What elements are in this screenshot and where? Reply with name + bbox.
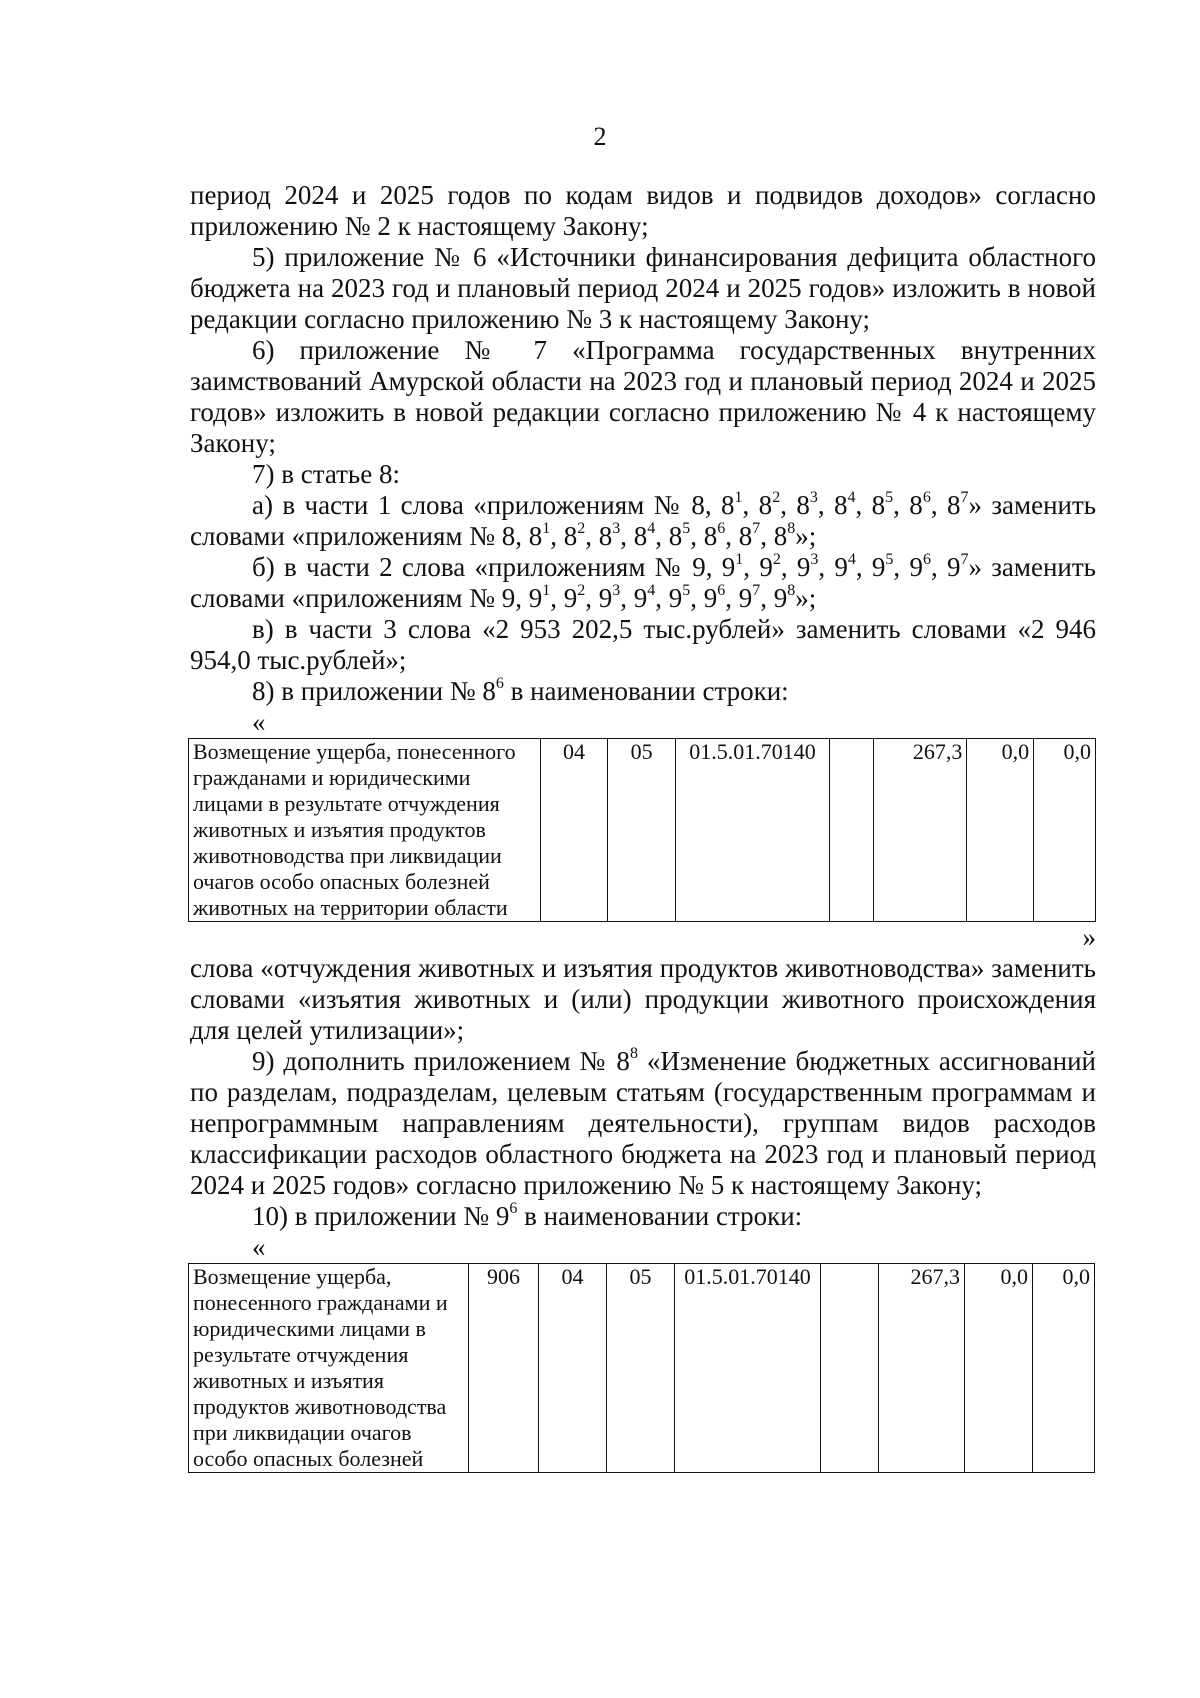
paragraph: 10) в приложении № $9^6$ в наименовании строки: [252, 1200, 803, 1231]
row-name: Возмещение ущерба, понесенного гражданами и юридическими лицами в результате отчуждения животных и изъятия продуктов животноводства при ликвидации очагов особо опасных болезней животных на территории области [189, 739, 541, 922]
section-code: 04 [540, 739, 608, 922]
budget-row-table [188, 1263, 1095, 1473]
open-quote: « [252, 707, 266, 737]
open-quote: « [252, 1232, 266, 1262]
superscript: 1 [734, 489, 743, 506]
paragraph: б) в части 2 слова «приложениям № 9, $9^1$, $9^2$, $9^3$, $9^4$, $9^5$, $9^6$, $9^7$» заменить словами «приложениям № 9, $9^1$, $9^2$, $9^3$, $9^4$, $9^5$, $9^6$, $9^7$, $9^8$»; [190, 551, 1096, 613]
superscript: 8 [787, 520, 796, 537]
document-body [190, 180, 1096, 1473]
amount-2024: 0,0 [965, 1264, 1033, 1473]
superscript: 5 [885, 551, 894, 568]
superscript: 7 [752, 582, 761, 599]
paragraph: а) в части 1 слова «приложениям № 8, $8^1$, $8^2$, $8^3$, $8^4$, $8^5$, $8^6$, $8^7$» заменить словами «приложениям № 8, $8^1$, $8^2$, $8^3$, $8^4$, $8^5$, $8^6$, $8^7$, $8^8$»; [190, 489, 1097, 551]
superscript: 6 [922, 489, 931, 506]
superscript: 1 [542, 520, 551, 537]
amount-2023: 267,3 [879, 1264, 965, 1473]
superscript: 6 [717, 582, 726, 599]
amount-2023: 267,3 [873, 739, 967, 922]
expense-type-code [821, 1264, 879, 1473]
ministry-code: 906 [469, 1264, 539, 1473]
subsection-code: 05 [608, 739, 676, 922]
table-row [189, 739, 1096, 922]
paragraph: 9) дополнить приложением № $8^8$ «Изменение бюджетных ассигнований по разделам, подразделам, целевым статьям (государственным программам и непрограммным направлениям деятельности), группам видов расходов классификации расходов областного бюджета на 2023 год и плановый период 2024 и 2025 годов» согласно приложению № 5 к настоящему Закону; [190, 1045, 1096, 1200]
superscript: 2 [577, 520, 586, 537]
superscript: 6 [717, 520, 726, 537]
amount-2025: 0,0 [1033, 1264, 1095, 1473]
superscript: 7 [960, 551, 969, 568]
subsection-code: 05 [607, 1264, 675, 1473]
superscript: 4 [647, 582, 656, 599]
expense-type-code [829, 739, 873, 922]
target-article-code: 01.5.01.70140 [676, 739, 830, 922]
superscript: 1 [735, 551, 744, 568]
section-code: 04 [539, 1264, 607, 1473]
amount-2024: 0,0 [967, 739, 1034, 922]
paragraph: слова «отчуждения животных и изъятия продуктов животноводства» заменить словами «изъятия животных и (или) продукции животного происхождения для целей утилизации»; [190, 953, 1096, 1045]
superscript: 2 [772, 489, 781, 506]
paragraph: 5) приложение № 6 «Источники финансирования дефицита областного бюджета на 2023 год и плановый период 2024 и 2025 годов» изложить в новой редакции согласно приложению № 3 к настоящему Закону; [190, 242, 1096, 334]
superscript: 4 [847, 489, 856, 506]
superscript: 5 [682, 520, 691, 537]
table-row [189, 1264, 1095, 1473]
superscript: 7 [752, 520, 761, 537]
superscript: 6 [922, 551, 931, 568]
superscript: 4 [647, 520, 656, 537]
target-article-code: 01.5.01.70140 [675, 1264, 821, 1473]
superscript: 3 [612, 582, 621, 599]
budget-row-table [188, 738, 1096, 922]
paragraph: 7) в статье 8: [252, 459, 400, 489]
superscript: 5 [682, 582, 691, 599]
superscript: 3 [809, 489, 818, 506]
row-name: Возмещение ущерба, понесенного гражданами и юридическими лицами в результате отчуждения животных и изъятия продуктов животноводства при ликвидации очагов особо опасных болезней [189, 1264, 469, 1473]
superscript: 8 [629, 1045, 638, 1062]
paragraph: период 2024 и 2025 годов по кодам видов и подвидов доходов» согласно приложению № 2 к настоящему Закону; [190, 180, 1096, 241]
page-number: 2 [593, 122, 607, 151]
superscript: 2 [577, 582, 586, 599]
paragraph: 8) в приложении № $8^6$ в наименовании строки: [252, 675, 789, 706]
superscript: 3 [612, 520, 621, 537]
superscript: 2 [772, 551, 781, 568]
superscript: 4 [847, 551, 856, 568]
close-quote: » [1082, 922, 1096, 952]
superscript: 7 [960, 489, 969, 506]
superscript: 3 [810, 551, 819, 568]
paragraph: в) в части 3 слова «2 953 202,5 тыс.рублей» заменить словами «2 946 954,0 тыс.рублей»; [190, 614, 1096, 675]
paragraph: 6) приложение № 7 «Программа государственных внутренних заимствований Амурской области на 2023 год и плановый период 2024 и 2025 годов» изложить в новой редакции согласно приложению № 4 к настоящему Закону; [190, 335, 1096, 458]
superscript: 6 [495, 675, 504, 692]
superscript: 1 [542, 582, 551, 599]
superscript: 6 [509, 1200, 518, 1217]
amount-2025: 0,0 [1034, 739, 1096, 922]
superscript: 5 [885, 489, 894, 506]
superscript: 8 [787, 582, 796, 599]
